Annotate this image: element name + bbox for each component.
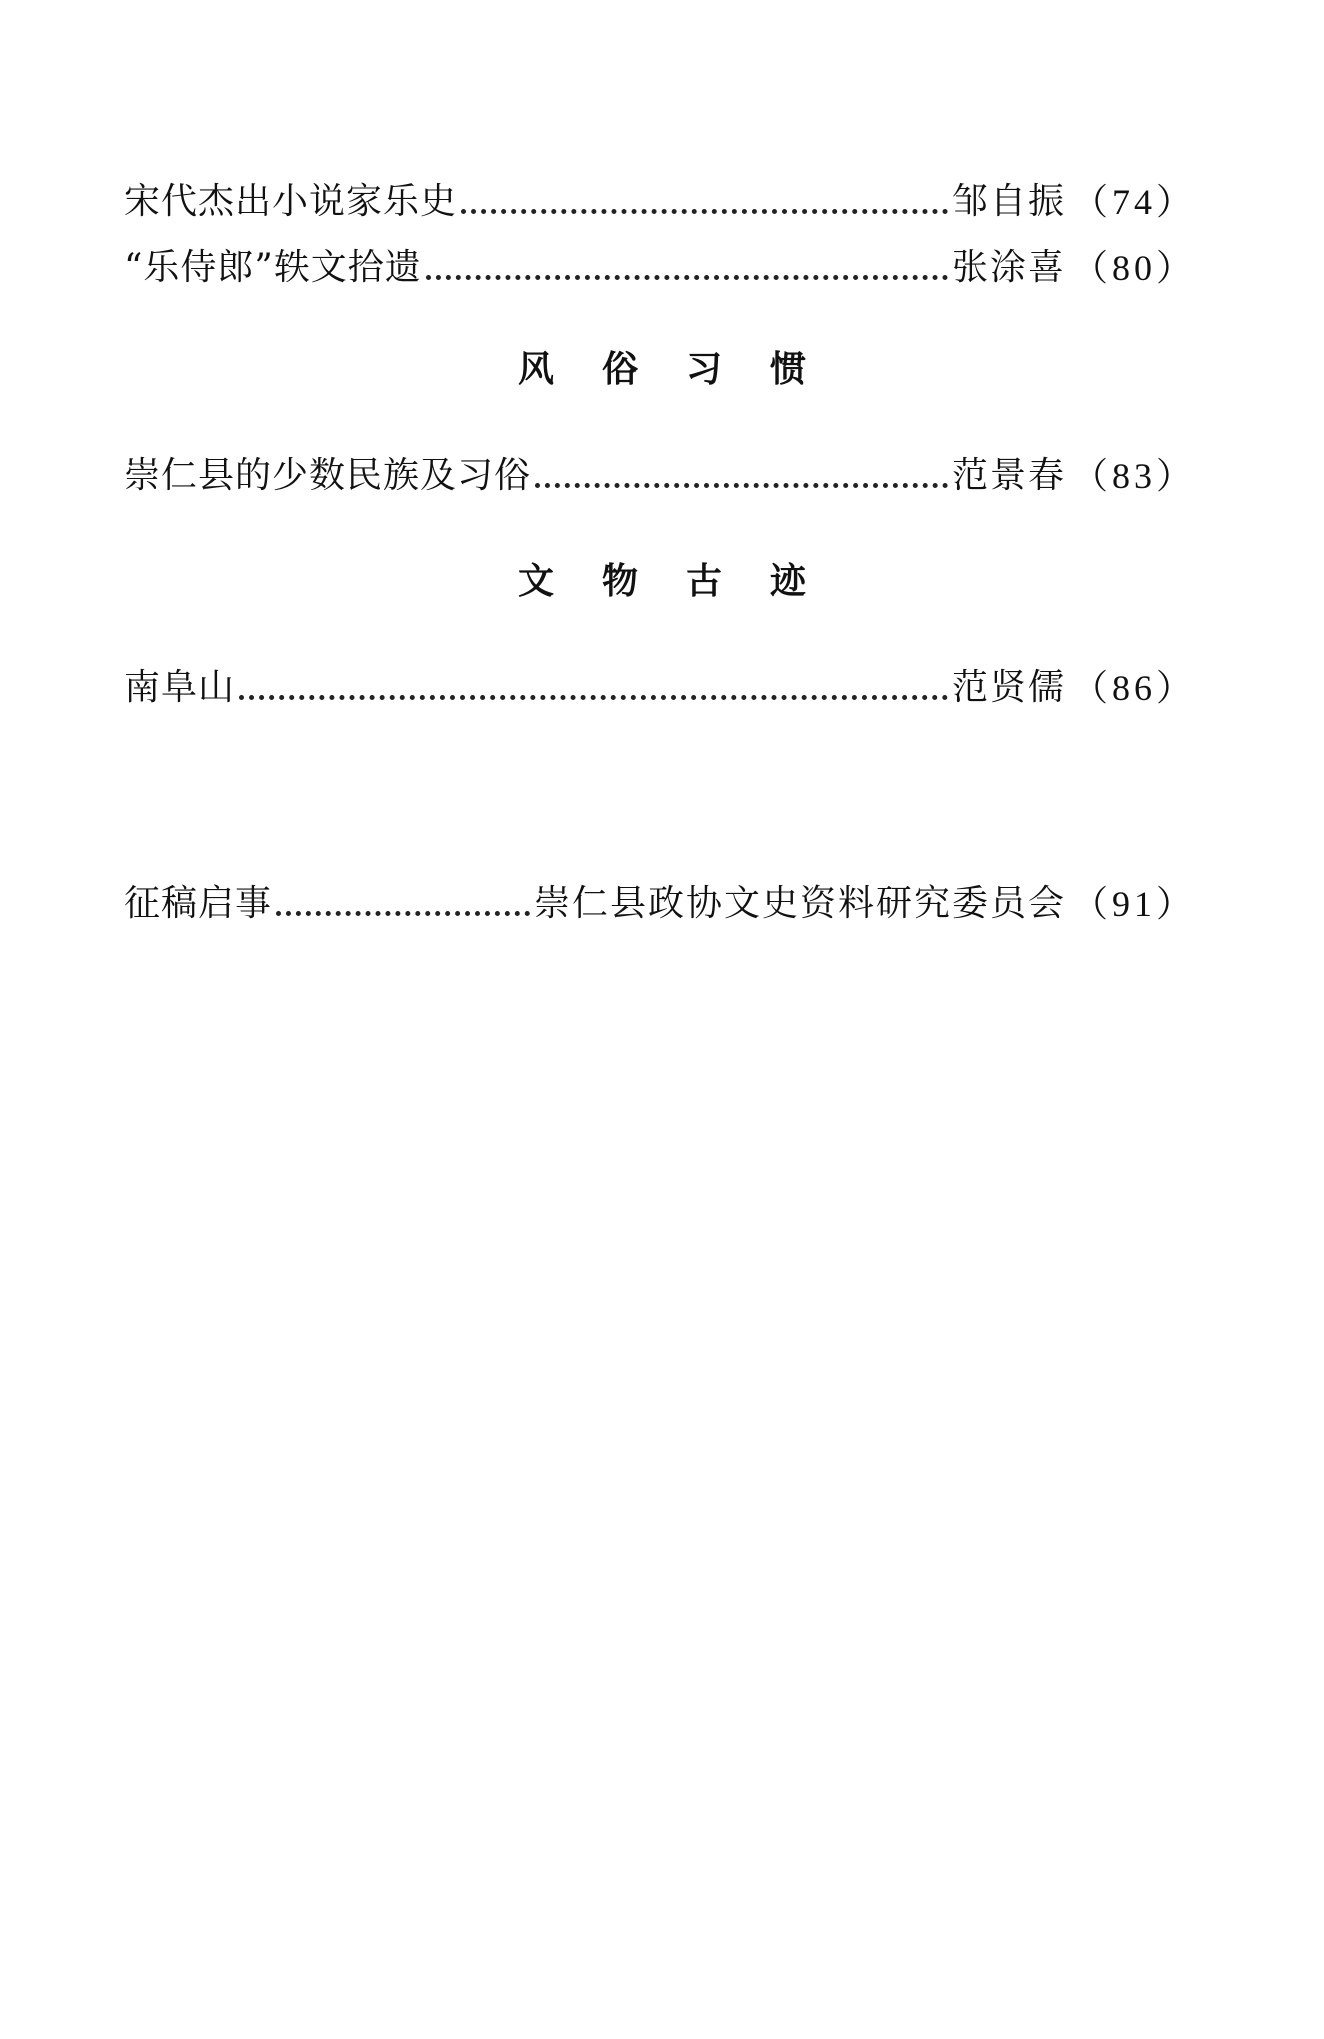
entry-title: 征稿启事 <box>124 883 273 924</box>
entry-page-number: （86） <box>1071 668 1196 708</box>
entry-page-number: （80） <box>1071 248 1196 288</box>
dot-leader <box>276 911 530 916</box>
dot-leader <box>426 275 948 280</box>
entry-title: 南阜山 <box>124 667 236 708</box>
entry-title: 宋代杰出小说家乐史 <box>124 181 458 222</box>
dot-leader <box>239 695 948 700</box>
entry-title: 崇仁县的少数民族及习俗 <box>124 455 532 496</box>
entry-author: 范贤儒 <box>951 667 1066 708</box>
toc-entry[interactable] <box>124 878 1196 930</box>
toc-entry[interactable] <box>124 242 1196 294</box>
toc-entry[interactable] <box>124 176 1196 228</box>
entry-author: 崇仁县政协文史资料研究委员会 <box>533 883 1066 924</box>
entry-author: 邹自振 <box>951 181 1066 222</box>
section-heading-relics: 文物古迹 <box>517 561 854 602</box>
toc-entry[interactable] <box>124 662 1196 714</box>
dot-leader <box>461 209 948 214</box>
entry-title: “乐侍郎”轶文拾遗 <box>124 247 422 288</box>
entry-page-number: （74） <box>1071 182 1196 222</box>
entry-author: 范景春 <box>951 455 1066 496</box>
entry-author: 张涂喜 <box>951 247 1066 288</box>
entry-page-number: （91） <box>1071 884 1196 924</box>
dot-leader <box>535 483 948 488</box>
toc-entry[interactable] <box>124 450 1196 502</box>
section-heading-customs: 风俗习惯 <box>517 349 854 390</box>
entry-page-number: （83） <box>1071 456 1196 496</box>
